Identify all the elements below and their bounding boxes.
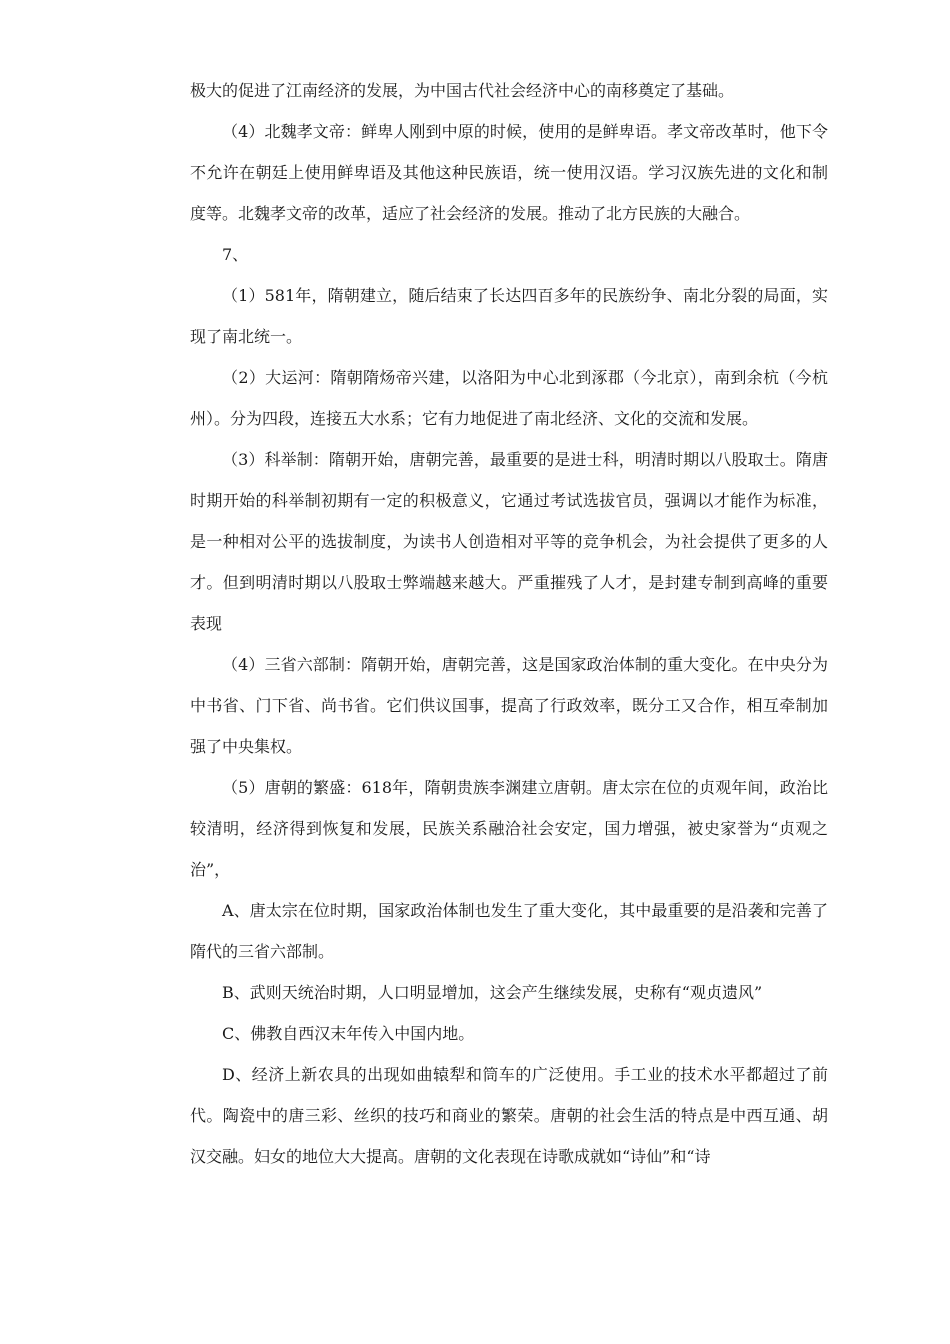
paragraph-xiaowen-reform: （4）北魏孝文帝：鲜卑人刚到中原的时候，使用的是鲜卑语。孝文帝改革时，他下令不允许在朝廷上使用鲜卑语及其他这种民族语，统一使用汉语。学习汉族先进的文化和制度等。北魏孝文帝的改革，适应了社会经济的发展。推动了北方民族的大融合。 xyxy=(190,122,828,223)
question-number: 7、 xyxy=(222,245,249,264)
paragraph-tang-prosperity: （5）唐朝的繁盛：618年，隋朝贵族李渊建立唐朝。唐太宗在位的贞观年间，政治比较清明，经济得到恢复和发展，民族关系融洽社会安定，国力增强，被史家誉为“贞观之治”， xyxy=(190,778,828,879)
paragraph-economy-south: 极大的促进了江南经济的发展，为中国古代社会经济中心的南移奠定了基础。 xyxy=(190,81,735,100)
document-page xyxy=(190,70,828,1177)
paragraph-grand-canal: （2）大运河：隋朝隋炀帝兴建，以洛阳为中心北到涿郡（今北京），南到余杭（今杭州）。分为四段，连接五大水系；它有力地促进了南北经济、文化的交流和发展。 xyxy=(190,368,828,428)
paragraph-sui-founding: （1）581年，隋朝建立，随后结束了长达四百多年的民族纷争、南北分裂的局面，实现了南北统一。 xyxy=(190,286,828,346)
paragraph-item-c: C、佛教自西汉末年传入中国内地。 xyxy=(222,1024,475,1043)
paragraph-item-d: D、经济上新农具的出现如曲辕犁和筒车的广泛使用。手工业的技术水平都超过了前代。陶瓷中的唐三彩、丝织的技巧和商业的繁荣。唐朝的社会生活的特点是中西互通、胡汉交融。妇女的地位大大提高。唐朝的文化表现在诗歌成就如“诗仙”和“诗 xyxy=(190,1065,828,1166)
paragraph-imperial-exam: （3）科举制：隋朝开始，唐朝完善，最重要的是进士科，明清时期以八股取士。隋唐时期开始的科举制初期有一定的积极意义，它通过考试选拔官员，强调以才能作为标准，是一种相对公平的选拔制度，为读书人创造相对平等的竞争机会，为社会提供了更多的人才。但到明清时期以八股取士弊端越来越大。严重摧残了人才，是封建专制到高峰的重要表现 xyxy=(190,450,828,633)
paragraph-item-b: B、武则天统治时期，人口明显增加，这会产生继续发展，史称有“观贞遗风” xyxy=(222,983,763,1002)
paragraph-item-a: A、唐太宗在位时期，国家政治体制也发生了重大变化，其中最重要的是沿袭和完善了隋代的三省六部制。 xyxy=(190,901,828,961)
paragraph-three-departments: （4）三省六部制：隋朝开始，唐朝完善，这是国家政治体制的重大变化。在中央分为中书省、门下省、尚书省。它们供议国事，提高了行政效率，既分工又合作，相互牵制加强了中央集权。 xyxy=(190,655,828,756)
